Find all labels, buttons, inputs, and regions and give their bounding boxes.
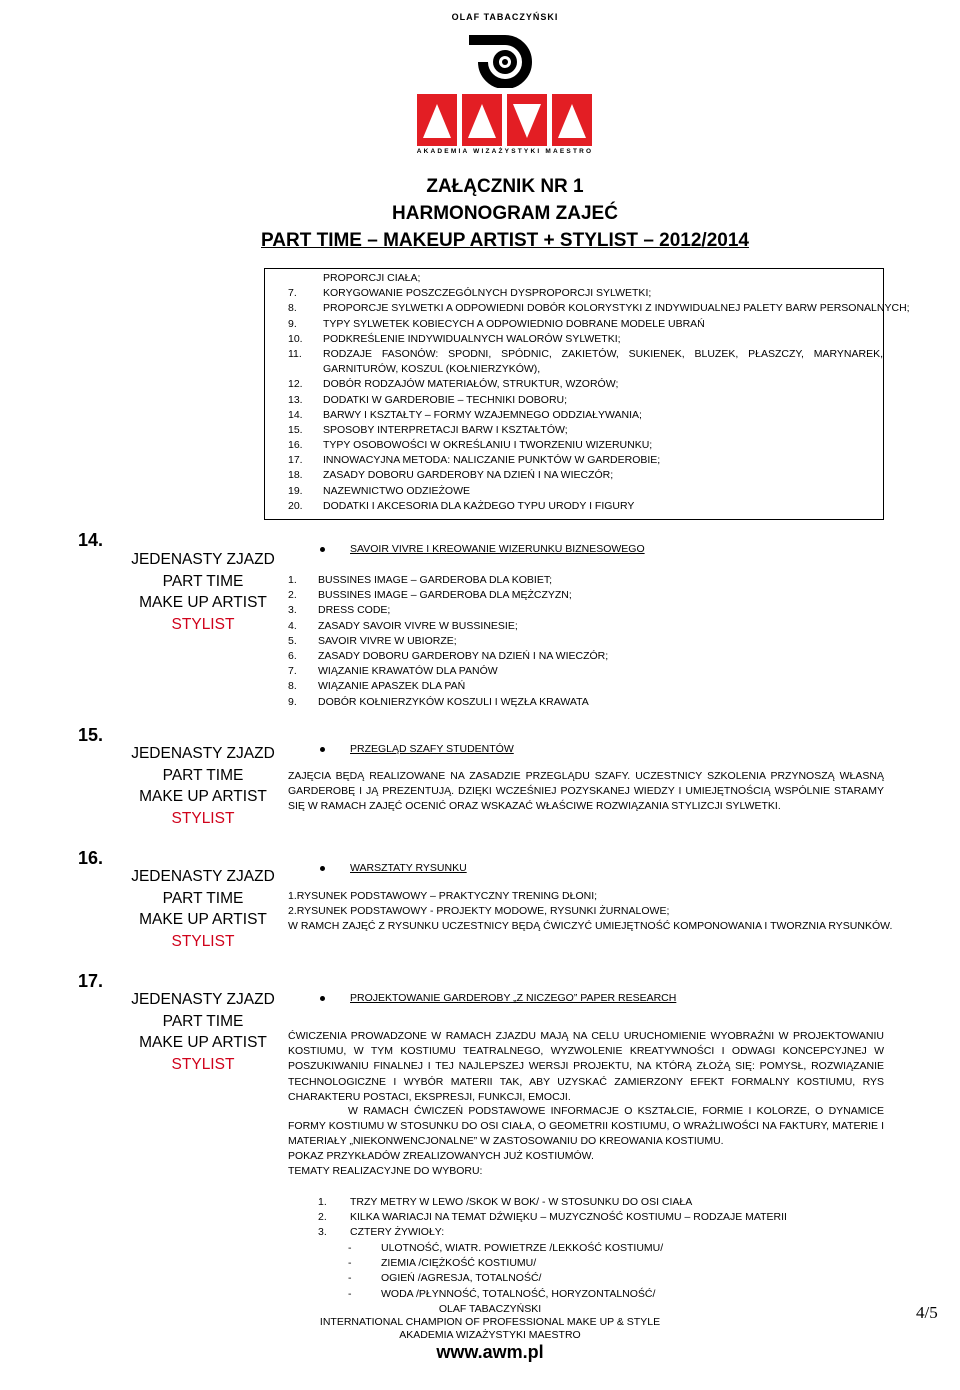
program-title: PART TIME – MAKEUP ARTIST + STYLIST – 2012/2014 [261,230,749,251]
session-number: 15. [78,725,104,745]
session-heading: PRZEGLĄD SZAFY STUDENTÓW [350,743,514,755]
list-item: 17. INNOWACYJNA METODA: NALICZANIE PUNKTÓW W GARDEROBIE; [288,454,661,467]
bullet-icon [320,547,325,552]
annex-title: ZAŁĄCZNIK NR 1 [426,176,584,197]
continued-topic-list [288,271,910,514]
list-item: - ULOTNOŚĆ, WIATR. POWIETRZE /LEKKOŚĆ KOSTIUMU/ [348,1242,664,1254]
session-description: ĆWICZENIA PROWADZONE W RAMACH ZJAZDU MAJĄ NA CELU URUCHOMIENIE WYOBRAŹNI W PROJEKTOWANIU KOSTIUMU, W TYM KOSTIUMU TEATRALNEGO, WYZWOLENIE KREATYWNOŚCI I ODWAGI KONCEPCYJNEJ W POSZUKIWANIU FINALNEJ I TEJ NAJLEPSZEJ WERSJI PROJEKTU, NA KTÓRĄ ZŁOŻĄ SIĘ: POMYSŁ, ROZWIĄZANIE TECHNOLOGICZNE I WYBÓR MATERII TAK, ABY UZYSKAĆ ZAMIERZONY EFEKT FORMALNY KOSTIUMU, RYS CHARAKTERU POSTACI, EKSPRESJI, FUNKCJI, EMOCJI. [288,1030,884,1103]
session-line: 1.RYSUNEK PODSTAWOWY – PRAKTYCZNY TRENING DŁONI; [288,890,598,902]
session-description: W RAMACH ĆWICZEŃ PODSTAWOWE INFORMACJE O KSZTAŁCIE, FORMIE I KOLORZE, O DYNAMICE FORMY KOSTIUMU W STOSUNKU DO OSI CIAŁA, O GEOMETRII KOSTIUMU, O WRAŻLIWOŚCI NA FAKTURY, MATERIE I MATERIAŁY „NIEKONWENCJONALNE” W ZASTOSOWANIU DO KREOWANIA KOSTIUMU. [288,1105,884,1148]
footer-title: INTERNATIONAL CHAMPION OF PROFESSIONAL MAKE UP & STYLE [319,1316,661,1328]
list-item: 11. RODZAJE FASONÓW: SPODNI, SPÓDNIC, ZAKIETÓW, SUKIENEK, BLUZEK, PŁASZCZY, MARYNAREK, GARNITURÓW, KOSZUL (KOŁNIERZYKÓW), [288,347,883,376]
list-item: 9. DOBÓR KOŁNIERZYKÓW KOSZULI I WĘZŁA KRAWATA [288,695,589,708]
footer-name: OLAF TABACZYŃSKI [438,1303,542,1315]
list-item: PROPORCJI CIAŁA; [323,272,421,284]
list-item: 20. DODATKI I AKCESORIA DLA KAŻDEGO TYPU URODY I FIGURY [288,499,635,512]
session-label: JEDENASTY ZJAZD PART TIME MAKE UP ARTIST STYLIST [131,991,275,1073]
session-number: 16. [78,848,104,868]
list-item: - OGIEŃ /AGRESJA, TOTALNOŚĆ/ [348,1272,542,1285]
list-item: 5. SAVOIR VIVRE W UBIORZE; [288,634,457,647]
list-item: 1. TRZY METRY W LEWO /SKOK W BOK/ - W STOSUNKU DO OSI CIAŁA [318,1196,693,1208]
footer-academy: AKADEMIA WIZAŻYSTYKI MAESTRO [399,1329,581,1341]
list-item: 8. WIĄZANIE APASZEK DLA PAŃ [288,680,466,693]
list-item: 13. DODATKI W GARDEROBIE – TECHNIKI DOBORU; [288,393,568,406]
session-number: 17. [78,971,104,991]
list-item: 9. TYPY SYLWETEK KOBIECYCH A ODPOWIEDNIO DOBRANE MODELE UBRAŃ [288,317,705,330]
list-item: 7. KORYGOWANIE POSZCZEGÓLNYCH DYSPROPORCJI SYLWETKI; [288,287,652,300]
page-number: 4/5 [916,1303,938,1322]
document-titles [0,173,960,254]
session-label: JEDENASTY ZJAZD PART TIME MAKE UP ARTIST STYLIST [131,551,275,633]
bullet-icon [320,747,325,752]
list-item: 15. SPOSOBY INTERPRETACJI BARW I KSZTAŁTÓW; [288,423,568,436]
list-item: 3. CZTERY ŻYWIOŁY: [318,1226,445,1239]
topic-list [318,1195,878,1241]
list-item: - WODA /PŁYNNOŚĆ, TOTALNOŚĆ, HORYZONTALNOŚĆ/ [348,1287,656,1300]
session-heading: PROJEKTOWANIE GARDEROBY „Z NICZEGO” PAPER RESEARCH [350,992,677,1004]
list-item: 14. BARWY I KSZTAŁTY – FORMY WZAJEMNEGO ODDZIAŁYWANIA; [288,408,642,421]
schedule-title: HARMONOGRAM ZAJEĆ [392,203,618,224]
list-item: 4. ZASADY SAVOIR VIVRE W BUSSINESIE; [288,619,518,632]
list-item: 19. NAZEWNICTWO ODZIEŻOWE [288,484,470,497]
list-item: 2. KILKA WARIACJI NA TEMAT DŹWIĘKU – MUZYCZNOŚĆ KOSTIUMU – RODZAJE MATERII [318,1211,787,1224]
academy-logo [400,12,610,155]
session-topic-list [288,573,688,710]
logo-swirl-icon [465,32,545,88]
list-item: 1. BUSSINES IMAGE – GARDEROBA DLA KOBIET; [288,574,552,586]
session-line: TEMATY REALIZACYJNE DO WYBORU: [288,1165,483,1177]
session-number: 14. [78,530,104,550]
list-item: 12. DOBÓR RODZAJÓW MATERIAŁÓW, STRUKTUR, WZORÓW; [288,378,619,391]
logo-name: OLAF TABACZYŃSKI [451,12,559,22]
list-item: 18. ZASADY DOBORU GARDEROBY NA DZIEŃ I NA WIECZÓR; [288,469,614,482]
list-item: - ZIEMIA /CIĘŻKOŚĆ KOSTIUMU/ [348,1257,537,1270]
logo-triangles-icon [417,94,593,146]
session-heading: WARSZTATY RYSUNKU [350,862,467,874]
session-heading: SAVOIR VIVRE I KREOWANIE WIZERUNKU BIZNESOWEGO [350,543,645,555]
list-item: 6. ZASADY DOBORU GARDEROBY NA DZIEŃ I NA WIECZÓR; [288,649,609,662]
footer-website: www.awm.pl [436,1342,544,1362]
session-label: JEDENASTY ZJAZD PART TIME MAKE UP ARTIST STYLIST [131,868,275,950]
bullet-icon [320,866,325,871]
session-line: W RAMCH ZAJĘĆ Z RYSUNKU UCZESTNICY BĘDĄ ĆWICZYĆ UMIEJĘTNOŚĆ KOMPONOWANIA I TWORZNIA RYSUNKÓW. [288,920,893,932]
elements-list [348,1241,868,1302]
logo-subtitle: AKADEMIA WIZAŻYSTYKI MAESTRO [416,148,594,155]
session-line: 2.RYSUNEK PODSTAWOWY - PROJEKTY MODOWE, RYSUNKI ŻURNALOWE; [288,905,670,917]
session-description: ZAJĘCIA BĘDĄ REALIZOWANE NA ZASADZIE PRZEGLĄDU SZAFY. UCZESTNICY SZKOLENIA PRZYNOSZĄ WŁASNĄ GARDEROBĘ I JĄ PREZENTUJĄ. DZIĘKI WCZEŚNIEJ POZYSKANEJ WIEDZY I UMIEJĘTNOŚCIĄ WSPÓLNIE STARAMY SIĘ W RAMACH ZAJĘĆ OCENIĆ ORAZ WSKAZAĆ WŁAŚCIWE ROZWIĄZANIA STYLIZCJI SYLWETKI. [288,770,884,813]
session-line: POKAZ PRZYKŁADÓW ZREALIZOWANYCH JUŻ KOSTIUMÓW. [288,1150,594,1162]
list-item: 3. DRESS CODE; [288,604,391,617]
list-item: 8. PROPORCJE SYLWETKI A ODPOWIEDNI DOBÓR KOLORYSTYKI Z INDYWIDUALNEJ PALETY BARW PERSONALNYCH; [288,302,910,315]
session-label: JEDENASTY ZJAZD PART TIME MAKE UP ARTIST STYLIST [131,745,275,827]
list-item: 7. WIĄZANIE KRAWATÓW DLA PANÓW [288,665,498,678]
list-item: 2. BUSSINES IMAGE – GARDEROBA DLA MĘŻCZYZN; [288,589,572,602]
list-item: 10. PODKREŚLENIE INDYWIDUALNYCH WALORÓW SYLWETKI; [288,332,621,345]
bullet-icon [320,996,325,1001]
list-item: 16. TYPY OSOBOWOŚCI W OKREŚLANIU I TWORZENIU WIZERUNKU; [288,439,653,452]
